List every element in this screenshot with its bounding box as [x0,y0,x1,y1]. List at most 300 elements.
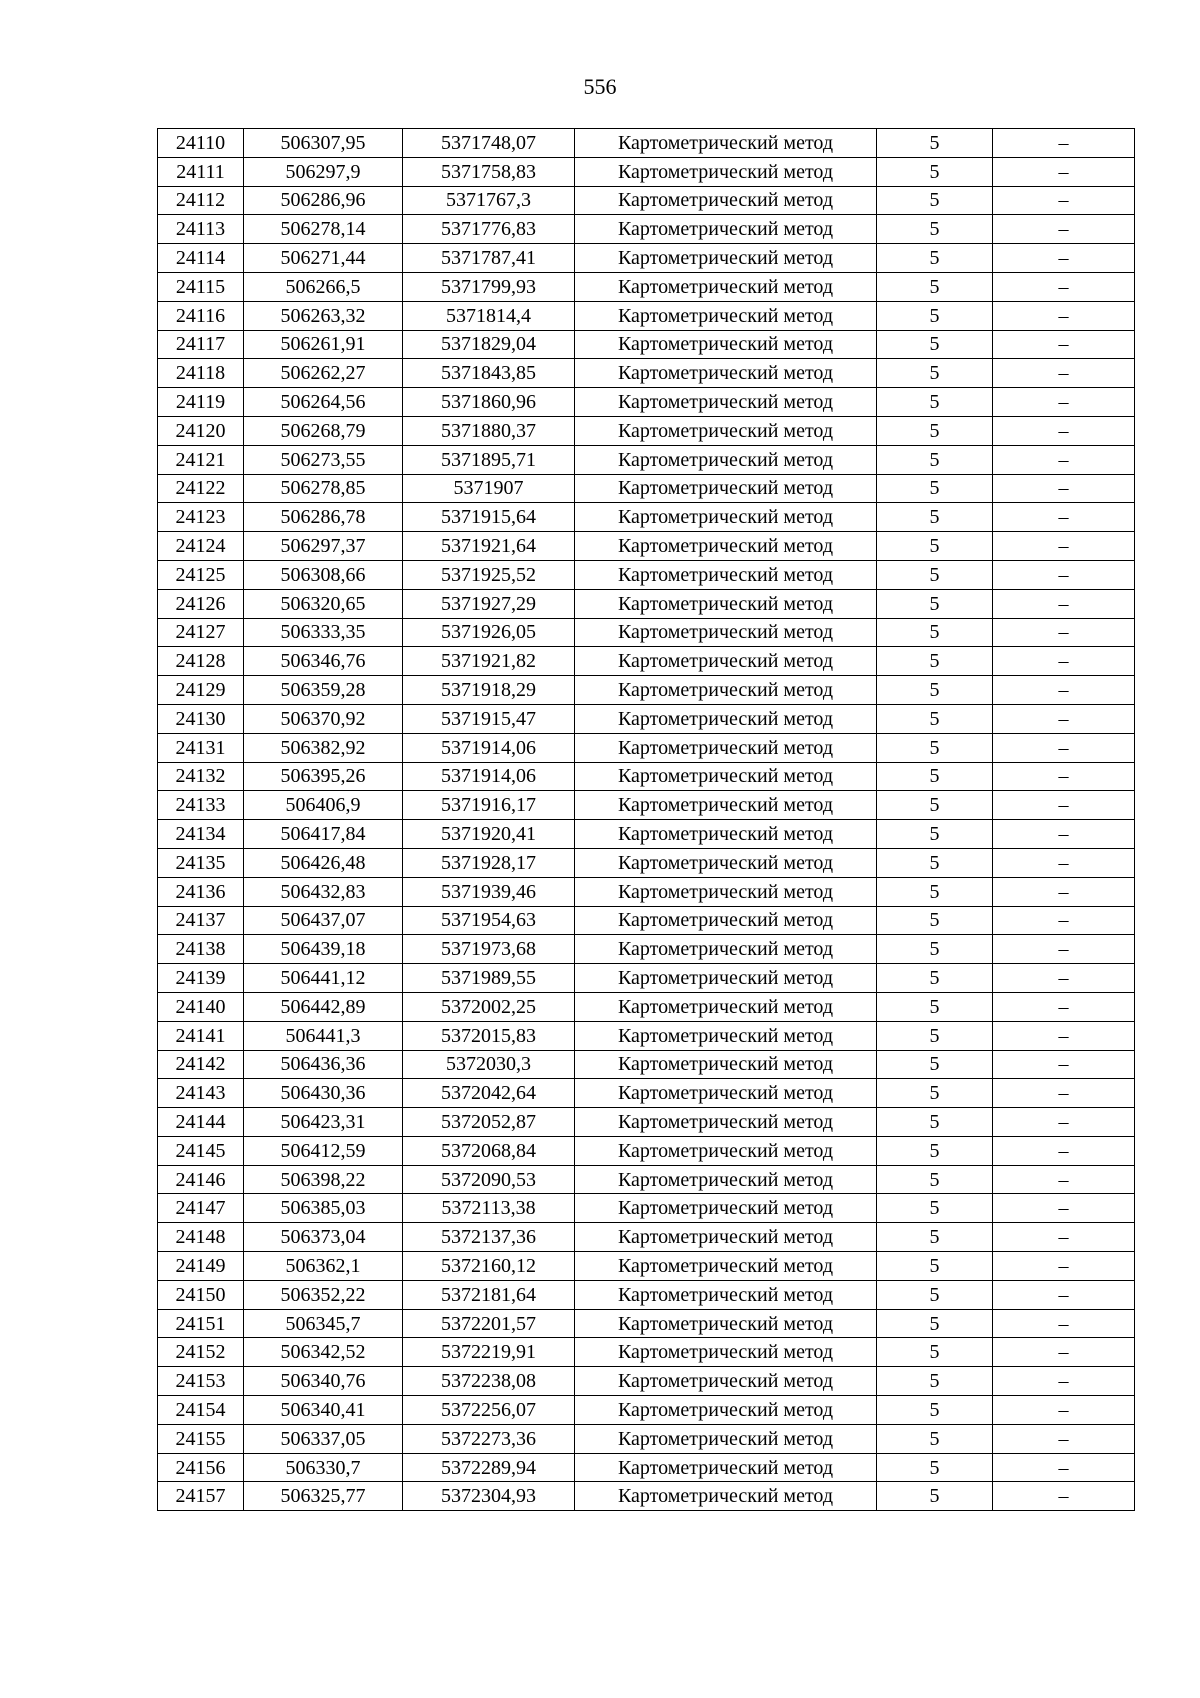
method-cell: Картометрический метод [575,906,877,935]
y-coordinate-cell: 5371973,68 [403,935,575,964]
point-number-cell: 24148 [158,1223,244,1252]
y-coordinate-cell: 5371907 [403,474,575,503]
table-row [158,157,1135,186]
point-number-cell: 24121 [158,445,244,474]
note-cell: – [993,1338,1135,1367]
method-cell: Картометрический метод [575,532,877,561]
note-cell: – [993,1079,1135,1108]
y-coordinate-cell: 5372289,94 [403,1453,575,1482]
method-cell: Картометрический метод [575,1136,877,1165]
accuracy-cell: 5 [877,272,993,301]
table-row [158,1021,1135,1050]
table-row [158,618,1135,647]
method-cell: Картометрический метод [575,330,877,359]
point-number-cell: 24112 [158,186,244,215]
y-coordinate-cell: 5371927,29 [403,589,575,618]
table-row [158,129,1135,158]
note-cell: – [993,1453,1135,1482]
table-row [158,1194,1135,1223]
y-coordinate-cell: 5371767,3 [403,186,575,215]
y-coordinate-cell: 5371860,96 [403,388,575,417]
table-row [158,1108,1135,1137]
note-cell: – [993,445,1135,474]
note-cell: – [993,1223,1135,1252]
note-cell: – [993,1482,1135,1511]
y-coordinate-cell: 5372219,91 [403,1338,575,1367]
y-coordinate-cell: 5372304,93 [403,1482,575,1511]
point-number-cell: 24111 [158,157,244,186]
method-cell: Картометрический метод [575,1223,877,1252]
method-cell: Картометрический метод [575,1165,877,1194]
x-coordinate-cell: 506370,92 [244,704,403,733]
accuracy-cell: 5 [877,186,993,215]
method-cell: Картометрический метод [575,1482,877,1511]
method-cell: Картометрический метод [575,272,877,301]
x-coordinate-cell: 506261,91 [244,330,403,359]
point-number-cell: 24134 [158,820,244,849]
x-coordinate-cell: 506426,48 [244,848,403,877]
accuracy-cell: 5 [877,1079,993,1108]
note-cell: – [993,791,1135,820]
note-cell: – [993,416,1135,445]
accuracy-cell: 5 [877,129,993,158]
table-row [158,1252,1135,1281]
y-coordinate-cell: 5372015,83 [403,1021,575,1050]
y-coordinate-cell: 5371829,04 [403,330,575,359]
note-cell: – [993,1136,1135,1165]
x-coordinate-cell: 506385,03 [244,1194,403,1223]
accuracy-cell: 5 [877,935,993,964]
accuracy-cell: 5 [877,503,993,532]
accuracy-cell: 5 [877,733,993,762]
point-number-cell: 24128 [158,647,244,676]
note-cell: – [993,935,1135,964]
method-cell: Картометрический метод [575,186,877,215]
method-cell: Картометрический метод [575,301,877,330]
y-coordinate-cell: 5372042,64 [403,1079,575,1108]
y-coordinate-cell: 5371989,55 [403,964,575,993]
note-cell: – [993,964,1135,993]
note-cell: – [993,359,1135,388]
point-number-cell: 24124 [158,532,244,561]
point-number-cell: 24115 [158,272,244,301]
note-cell: – [993,186,1135,215]
table-row [158,186,1135,215]
method-cell: Картометрический метод [575,992,877,1021]
x-coordinate-cell: 506333,35 [244,618,403,647]
table-row [158,589,1135,618]
point-number-cell: 24129 [158,676,244,705]
accuracy-cell: 5 [877,1021,993,1050]
table-row [158,704,1135,733]
method-cell: Картометрический метод [575,416,877,445]
x-coordinate-cell: 506268,79 [244,416,403,445]
note-cell: – [993,1309,1135,1338]
table-row [158,1338,1135,1367]
accuracy-cell: 5 [877,1252,993,1281]
method-cell: Картометрический метод [575,762,877,791]
point-number-cell: 24130 [158,704,244,733]
note-cell: – [993,1367,1135,1396]
table-body [158,129,1135,1511]
table-row [158,1165,1135,1194]
y-coordinate-cell: 5371880,37 [403,416,575,445]
method-cell: Картометрический метод [575,791,877,820]
table-row [158,474,1135,503]
table-row [158,1482,1135,1511]
point-number-cell: 24113 [158,215,244,244]
note-cell: – [993,1424,1135,1453]
table-row [158,1309,1135,1338]
x-coordinate-cell: 506340,41 [244,1396,403,1425]
y-coordinate-cell: 5371758,83 [403,157,575,186]
y-coordinate-cell: 5371843,85 [403,359,575,388]
y-coordinate-cell: 5371914,06 [403,762,575,791]
x-coordinate-cell: 506308,66 [244,560,403,589]
point-number-cell: 24139 [158,964,244,993]
accuracy-cell: 5 [877,1367,993,1396]
note-cell: – [993,157,1135,186]
x-coordinate-cell: 506342,52 [244,1338,403,1367]
method-cell: Картометрический метод [575,1194,877,1223]
accuracy-cell: 5 [877,704,993,733]
y-coordinate-cell: 5372137,36 [403,1223,575,1252]
x-coordinate-cell: 506278,85 [244,474,403,503]
y-coordinate-cell: 5372068,84 [403,1136,575,1165]
method-cell: Картометрический метод [575,848,877,877]
point-number-cell: 24133 [158,791,244,820]
point-number-cell: 24154 [158,1396,244,1425]
method-cell: Картометрический метод [575,1367,877,1396]
method-cell: Картометрический метод [575,388,877,417]
accuracy-cell: 5 [877,676,993,705]
table-row [158,676,1135,705]
method-cell: Картометрический метод [575,1280,877,1309]
accuracy-cell: 5 [877,330,993,359]
point-number-cell: 24141 [158,1021,244,1050]
y-coordinate-cell: 5372002,25 [403,992,575,1021]
point-number-cell: 24118 [158,359,244,388]
table-row [158,733,1135,762]
method-cell: Картометрический метод [575,964,877,993]
y-coordinate-cell: 5372030,3 [403,1050,575,1079]
x-coordinate-cell: 506417,84 [244,820,403,849]
method-cell: Картометрический метод [575,647,877,676]
y-coordinate-cell: 5371939,46 [403,877,575,906]
table-row [158,1453,1135,1482]
page-number: 556 [583,74,617,99]
point-number-cell: 24125 [158,560,244,589]
accuracy-cell: 5 [877,964,993,993]
table-row [158,906,1135,935]
note-cell: – [993,848,1135,877]
method-cell: Картометрический метод [575,589,877,618]
x-coordinate-cell: 506412,59 [244,1136,403,1165]
table-row [158,416,1135,445]
note-cell: – [993,762,1135,791]
table-row [158,1050,1135,1079]
accuracy-cell: 5 [877,1223,993,1252]
note-cell: – [993,1396,1135,1425]
accuracy-cell: 5 [877,1453,993,1482]
note-cell: – [993,733,1135,762]
x-coordinate-cell: 506382,92 [244,733,403,762]
table-row [158,532,1135,561]
x-coordinate-cell: 506297,9 [244,157,403,186]
method-cell: Картометрический метод [575,877,877,906]
x-coordinate-cell: 506271,44 [244,244,403,273]
x-coordinate-cell: 506286,78 [244,503,403,532]
table-row [158,330,1135,359]
method-cell: Картометрический метод [575,1453,877,1482]
y-coordinate-cell: 5372160,12 [403,1252,575,1281]
accuracy-cell: 5 [877,157,993,186]
accuracy-cell: 5 [877,1280,993,1309]
point-number-cell: 24155 [158,1424,244,1453]
table-row [158,560,1135,589]
method-cell: Картометрический метод [575,474,877,503]
note-cell: – [993,618,1135,647]
method-cell: Картометрический метод [575,1021,877,1050]
table-row [158,1136,1135,1165]
table-row [158,359,1135,388]
table-row [158,935,1135,964]
method-cell: Картометрический метод [575,935,877,964]
x-coordinate-cell: 506346,76 [244,647,403,676]
accuracy-cell: 5 [877,992,993,1021]
y-coordinate-cell: 5371814,4 [403,301,575,330]
accuracy-cell: 5 [877,820,993,849]
method-cell: Картометрический метод [575,1252,877,1281]
x-coordinate-cell: 506439,18 [244,935,403,964]
point-number-cell: 24123 [158,503,244,532]
x-coordinate-cell: 506395,26 [244,762,403,791]
method-cell: Картометрический метод [575,618,877,647]
x-coordinate-cell: 506441,3 [244,1021,403,1050]
point-number-cell: 24114 [158,244,244,273]
x-coordinate-cell: 506362,1 [244,1252,403,1281]
method-cell: Картометрический метод [575,1050,877,1079]
table-row [158,848,1135,877]
accuracy-cell: 5 [877,1165,993,1194]
table-row [158,1396,1135,1425]
accuracy-cell: 5 [877,791,993,820]
note-cell: – [993,272,1135,301]
method-cell: Картометрический метод [575,445,877,474]
point-number-cell: 24146 [158,1165,244,1194]
accuracy-cell: 5 [877,877,993,906]
coordinates-table [157,128,1135,1511]
point-number-cell: 24127 [158,618,244,647]
note-cell: – [993,676,1135,705]
x-coordinate-cell: 506432,83 [244,877,403,906]
x-coordinate-cell: 506345,7 [244,1309,403,1338]
note-cell: – [993,1194,1135,1223]
accuracy-cell: 5 [877,1338,993,1367]
accuracy-cell: 5 [877,416,993,445]
accuracy-cell: 5 [877,1194,993,1223]
x-coordinate-cell: 506325,77 [244,1482,403,1511]
table-row [158,820,1135,849]
point-number-cell: 24140 [158,992,244,1021]
method-cell: Картометрический метод [575,157,877,186]
point-number-cell: 24131 [158,733,244,762]
point-number-cell: 24145 [158,1136,244,1165]
point-number-cell: 24150 [158,1280,244,1309]
table-row [158,762,1135,791]
point-number-cell: 24147 [158,1194,244,1223]
method-cell: Картометрический метод [575,503,877,532]
point-number-cell: 24135 [158,848,244,877]
y-coordinate-cell: 5372238,08 [403,1367,575,1396]
point-number-cell: 24126 [158,589,244,618]
method-cell: Картометрический метод [575,244,877,273]
y-coordinate-cell: 5372052,87 [403,1108,575,1137]
note-cell: – [993,532,1135,561]
accuracy-cell: 5 [877,618,993,647]
method-cell: Картометрический метод [575,1424,877,1453]
point-number-cell: 24152 [158,1338,244,1367]
table-row [158,503,1135,532]
accuracy-cell: 5 [877,244,993,273]
accuracy-cell: 5 [877,762,993,791]
x-coordinate-cell: 506297,37 [244,532,403,561]
point-number-cell: 24138 [158,935,244,964]
note-cell: – [993,560,1135,589]
note-cell: – [993,244,1135,273]
point-number-cell: 24119 [158,388,244,417]
method-cell: Картометрический метод [575,676,877,705]
x-coordinate-cell: 506330,7 [244,1453,403,1482]
y-coordinate-cell: 5371918,29 [403,676,575,705]
x-coordinate-cell: 506373,04 [244,1223,403,1252]
point-number-cell: 24132 [158,762,244,791]
table-row [158,877,1135,906]
x-coordinate-cell: 506278,14 [244,215,403,244]
point-number-cell: 24157 [158,1482,244,1511]
point-number-cell: 24122 [158,474,244,503]
method-cell: Картометрический метод [575,1309,877,1338]
point-number-cell: 24144 [158,1108,244,1137]
accuracy-cell: 5 [877,1136,993,1165]
table-row [158,992,1135,1021]
accuracy-cell: 5 [877,301,993,330]
y-coordinate-cell: 5371915,64 [403,503,575,532]
note-cell: – [993,877,1135,906]
point-number-cell: 24116 [158,301,244,330]
y-coordinate-cell: 5372273,36 [403,1424,575,1453]
table-row [158,301,1135,330]
note-cell: – [993,1165,1135,1194]
method-cell: Картометрический метод [575,1396,877,1425]
note-cell: – [993,301,1135,330]
y-coordinate-cell: 5371914,06 [403,733,575,762]
note-cell: – [993,820,1135,849]
accuracy-cell: 5 [877,474,993,503]
y-coordinate-cell: 5371787,41 [403,244,575,273]
accuracy-cell: 5 [877,589,993,618]
method-cell: Картометрический метод [575,733,877,762]
note-cell: – [993,647,1135,676]
y-coordinate-cell: 5371748,07 [403,129,575,158]
x-coordinate-cell: 506352,22 [244,1280,403,1309]
note-cell: – [993,704,1135,733]
note-cell: – [993,503,1135,532]
table-row [158,1280,1135,1309]
y-coordinate-cell: 5372090,53 [403,1165,575,1194]
method-cell: Картометрический метод [575,1079,877,1108]
point-number-cell: 24142 [158,1050,244,1079]
x-coordinate-cell: 506263,32 [244,301,403,330]
y-coordinate-cell: 5372201,57 [403,1309,575,1338]
point-number-cell: 24143 [158,1079,244,1108]
table-row [158,1079,1135,1108]
x-coordinate-cell: 506340,76 [244,1367,403,1396]
note-cell: – [993,215,1135,244]
accuracy-cell: 5 [877,359,993,388]
accuracy-cell: 5 [877,1482,993,1511]
table-row [158,1367,1135,1396]
y-coordinate-cell: 5371915,47 [403,704,575,733]
x-coordinate-cell: 506320,65 [244,589,403,618]
method-cell: Картометрический метод [575,820,877,849]
table-row [158,647,1135,676]
point-number-cell: 24151 [158,1309,244,1338]
accuracy-cell: 5 [877,906,993,935]
point-number-cell: 24110 [158,129,244,158]
x-coordinate-cell: 506398,22 [244,1165,403,1194]
x-coordinate-cell: 506273,55 [244,445,403,474]
accuracy-cell: 5 [877,560,993,589]
y-coordinate-cell: 5371928,17 [403,848,575,877]
y-coordinate-cell: 5371921,82 [403,647,575,676]
note-cell: – [993,330,1135,359]
x-coordinate-cell: 506359,28 [244,676,403,705]
x-coordinate-cell: 506337,05 [244,1424,403,1453]
y-coordinate-cell: 5371799,93 [403,272,575,301]
accuracy-cell: 5 [877,848,993,877]
accuracy-cell: 5 [877,445,993,474]
y-coordinate-cell: 5371926,05 [403,618,575,647]
x-coordinate-cell: 506307,95 [244,129,403,158]
x-coordinate-cell: 506442,89 [244,992,403,1021]
x-coordinate-cell: 506286,96 [244,186,403,215]
point-number-cell: 24156 [158,1453,244,1482]
note-cell: – [993,474,1135,503]
point-number-cell: 24149 [158,1252,244,1281]
x-coordinate-cell: 506437,07 [244,906,403,935]
table-row [158,791,1135,820]
x-coordinate-cell: 506264,56 [244,388,403,417]
x-coordinate-cell: 506441,12 [244,964,403,993]
method-cell: Картометрический метод [575,560,877,589]
table-row [158,388,1135,417]
accuracy-cell: 5 [877,647,993,676]
y-coordinate-cell: 5371920,41 [403,820,575,849]
note-cell: – [993,388,1135,417]
accuracy-cell: 5 [877,1424,993,1453]
table-row [158,1424,1135,1453]
y-coordinate-cell: 5371925,52 [403,560,575,589]
y-coordinate-cell: 5371895,71 [403,445,575,474]
y-coordinate-cell: 5371776,83 [403,215,575,244]
x-coordinate-cell: 506423,31 [244,1108,403,1137]
x-coordinate-cell: 506262,27 [244,359,403,388]
table-row [158,215,1135,244]
table-row [158,272,1135,301]
note-cell: – [993,906,1135,935]
table-row [158,244,1135,273]
